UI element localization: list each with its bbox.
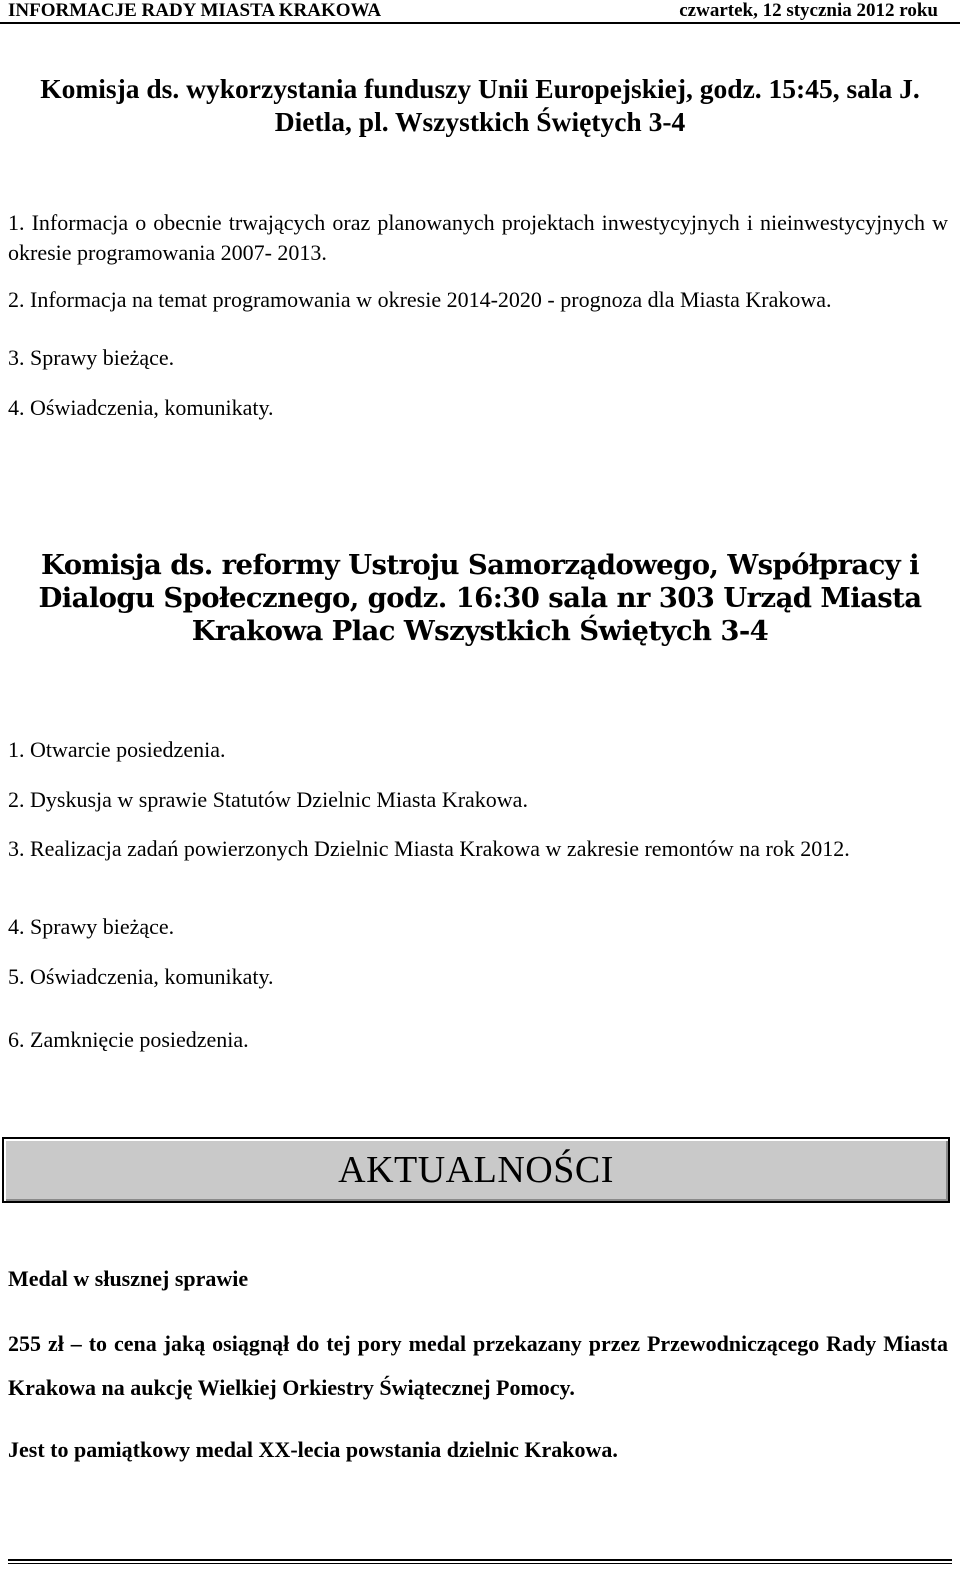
section2-title: Komisja ds. reformy Ustroju Samorządowego, Współpracy i Dialogu Społecznego, godz. 16:30 sala nr 303 Urząd Miasta Krakowa Plac Wszystkich Świętych 3-4 <box>38 549 922 647</box>
news-title: Medal w słusznej sprawie <box>8 1266 249 1291</box>
page-header <box>0 0 960 24</box>
news-banner-label: AKTUALNOŚCI <box>338 1149 614 1191</box>
header-publication-title: INFORMACJE RADY MIASTA KRAKOWA <box>8 0 382 21</box>
section2-item-2: 2. Dyskusja w sprawie Statutów Dzielnic Miasta Krakowa. <box>8 787 528 812</box>
section1-item-4: 4. Oświadczenia, komunikaty. <box>8 395 274 420</box>
section1-item-2: 2. Informacja na temat programowania w okresie 2014-2020 - prognoza dla Miasta Krakowa. <box>8 287 832 312</box>
header-date: czwartek, 12 stycznia 2012 roku <box>679 0 938 21</box>
section1-title: Komisja ds. wykorzystania funduszy Unii Europejskiej, godz. 15:45, sala J. Dietla, pl. Wszystkich Świętych 3-4 <box>40 73 920 137</box>
section2-item-4: 4. Sprawy bieżące. <box>8 914 175 939</box>
section1-item-1: 1. Informacja o obecnie trwających oraz planowanych projektach inwestycyjnych i nieinwestycyjnych w okresie programowania 2007- 2013. <box>8 210 948 265</box>
news-paragraph-1: 255 zł – to cena jaką osiągnął do tej pory medal przekazany przez Przewodniczącego Rady Miasta Krakowa na aukcję Wielkiej Orkiestry Świątecznej Pomocy. <box>8 1331 948 1400</box>
section2-item-3: 3. Realizacja zadań powierzonych Dzielnic Miasta Krakowa w zakresie remontów na rok 2012. <box>8 836 850 861</box>
news-paragraph-2: Jest to pamiątkowy medal XX-lecia powstania dzielnic Krakowa. <box>8 1437 618 1462</box>
section1-item-3: 3. Sprawy bieżące. <box>8 345 175 370</box>
section2-item-5: 5. Oświadczenia, komunikaty. <box>8 964 274 989</box>
news-banner <box>2 1137 950 1203</box>
section2-item-6: 6. Zamknięcie posiedzenia. <box>8 1027 249 1052</box>
section2-item-1: 1. Otwarcie posiedzenia. <box>8 737 226 762</box>
footer-rule <box>8 1559 952 1564</box>
